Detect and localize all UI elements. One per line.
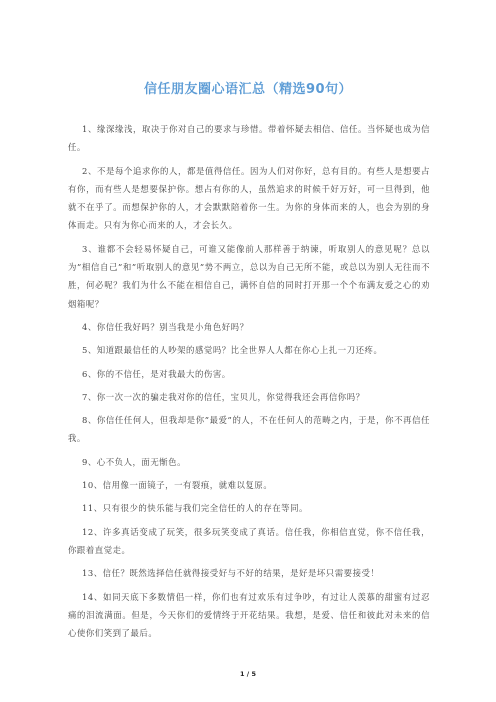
paragraph-6: 6、你的不信任，是对我最大的伤害。 xyxy=(82,368,231,379)
paragraph-11: 11、只有很少的快乐能与我们完全信任的人的存在等同。 xyxy=(82,503,308,514)
paragraph-1: 1、缘深缘浅，取决于你对自己的要求与珍惜。带着怀疑去相信、信任。当怀疑也成为信任。 xyxy=(68,124,430,153)
paragraph-8: 8、你信任任何人，但我却是你”最爱”的人，不在任何人的范畴之内，于是，你不再信任我。 xyxy=(68,415,430,444)
page-indicator: 1 / 5 xyxy=(240,670,256,678)
paragraph-14: 14、如同天底下多数情侣一样，你们也有过欢乐有过争吵，有过让人羡慕的甜蜜有过忍痛的泪流满面。但是，今天你们的爱情终于开花结果。我想，是爱、信任和彼此对未来的信心使你们笑到了最后。 xyxy=(68,591,430,639)
paragraph-9: 9、心不负人，面无惭色。 xyxy=(82,456,187,467)
paragraph-5: 5、知道跟最信任的人吵架的感觉吗？比全世界人人都在你心上扎一刀还疼。 xyxy=(82,345,383,356)
paragraph-2: 2、不是每个追求你的人，都是值得信任。因为人们对你好，总有目的。有些人是想要占有你，而有些人是想要保护你。想占有你的人，虽然追求的时候千好万好，可一旦得到，他就不在乎了。而想保护你的人，才会默默陪着你一生。为你的身体而来的人，也会为别的身体而走。只有为你心而来的人，才会长久。 xyxy=(68,165,430,231)
paragraph-7: 7、你一次一次的骗走我对你的信任，宝贝儿，你觉得我还会再信你吗？ xyxy=(82,391,365,402)
paragraph-13: 13、信任？既然选择信任就得接受好与不好的结果，是好是坏只需要接受！ xyxy=(82,568,380,579)
paragraph-3: 3、谁都不会轻易怀疑自己，可谁又能像前人那样善于纳谏，听取别人的意见呢？总以为”相信自己”和”听取别人的意见”势不两立，总以为自己无所不能，或总以为别人无往而不胜，何必呢？我们为什么不能在相信自己，满怀自信的同时打开那一个个布满友爱之心的劝烟箱呢？ xyxy=(68,243,430,309)
paragraph-12: 12、许多真话变成了玩笑，很多玩笑变成了真话。信任我，你相信直觉，你不信任我，你跟着直觉走。 xyxy=(68,526,430,555)
paragraph-4: 4、你信任我好吗？别当我是小角色好吗？ xyxy=(82,321,249,332)
document-title: 信任朋友圈心语汇总（精选90句） xyxy=(143,82,353,97)
document-body xyxy=(68,120,430,647)
paragraph-10: 10、信用像一面镜子，一有裂痕，就难以复原。 xyxy=(82,480,273,491)
